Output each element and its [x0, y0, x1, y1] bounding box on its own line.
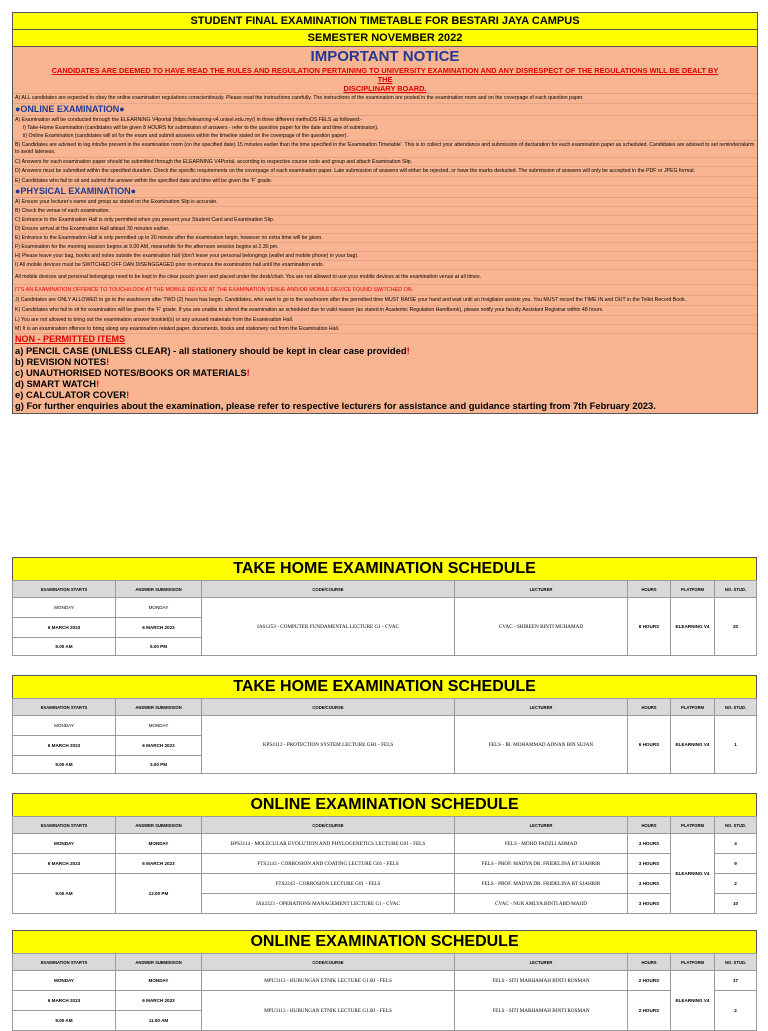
course-cell: FTS2243 - CORROSION LECTURE G01 - FELS: [202, 874, 455, 894]
submission-time: 11.00 AM: [116, 1011, 202, 1031]
students-cell: 20: [715, 598, 757, 656]
physical-rule: J) Candidates are ONLY ALLOWED to go to the washroom after TWO (2) hours has begin. Candidates, who want to go to the washroom after the permitted time MUST RAISE your hand and wait until an Invigilator assists you. You MUST record the TIME IN and OUT in the Toilet Record Book.: [13, 296, 757, 306]
students-cell: 1: [715, 716, 757, 774]
submission-day: MONDAY: [116, 971, 202, 991]
col-header: HOURS: [628, 699, 671, 716]
offence-warning: IT'S AN EXAMINATION OFFENCE TO TOUCH/LOOK AT THE MOBILE DEVICE AT THE EXAMINATION VENUE AND/OR MOBILE DEVICE FOUND SWITCHED ON.: [13, 285, 757, 296]
important-notice-panel: [12, 12, 758, 414]
hours-cell: 6 HOURS: [628, 716, 671, 774]
course-cell: IAS1253 - COMPUTER FUNDAMENTAL LECTURE G1 - CVAC: [202, 598, 455, 656]
non-permitted-item: d) SMART WATCH!: [15, 378, 100, 389]
exam-start-date: 6 MARCH 2023: [13, 736, 116, 756]
course-cell: MPU3112 - HUBUNGAN ETNIK LECTURE G1.BJ - FELS: [202, 971, 455, 991]
col-header: EXAMINATION STARTS: [13, 699, 116, 716]
online-rule: E) Candidates who fail to sit and submit the answer within the specified date and time will be given the 'F' grade.: [13, 177, 757, 186]
col-header: PLATFORM: [671, 954, 715, 971]
students-cell: 2: [715, 991, 757, 1031]
col-header: NO. STUD.: [715, 699, 757, 716]
col-header: CODE/COURSE: [202, 699, 455, 716]
physical-rule: I) All mobile devices must be SWITCHED OFF DAN DISENGGAGED prior to entrance the examination hall until the examination ends.: [13, 261, 757, 270]
online-rule: A) Examination will be conducted through the ELEARNING V4portal (https://elearning-v4.unisel.edu.my/) in three different methoDS FELS as followed:-: [15, 117, 363, 123]
submission-day: MONDAY: [116, 598, 202, 618]
warning-line-1: CANDIDATES ARE DEEMED TO HAVE READ THE RULES AND REGULATION PERTAINING TO UNIVERSITY EXAMINATION AND ANY DISRESPECT OF THE REGULATIONS WILL BE DEALT BY: [51, 66, 719, 75]
col-header: LECTURER: [455, 699, 628, 716]
students-cell: 2: [715, 874, 757, 894]
lecturer-cell: FELS - MOHD FADZLI AHMAD: [455, 834, 628, 854]
col-header: ANSWER SUBMISSION: [116, 817, 202, 834]
col-header: EXAMINATION STARTS: [13, 817, 116, 834]
hours-cell: 3 HOURS: [628, 854, 671, 874]
col-header: EXAMINATION STARTS: [13, 954, 116, 971]
students-cell: 4: [715, 834, 757, 854]
physical-rule: H) Please leave your bag, books and notes outside the examination hall (don't leave your personal belongings (wallet and mobile phone) in your bag).: [13, 252, 757, 261]
course-cell: FTS2143 - CORROSION AND COATING LECTURE G01 - FELS: [202, 854, 455, 874]
submission-day: MONDAY: [116, 716, 202, 736]
col-header: NO. STUD.: [715, 581, 757, 598]
submission-date: 6 MARCH 2023: [116, 618, 202, 638]
hours-cell: 3 HOURS: [628, 834, 671, 854]
submission-time: 12.00 PM: [116, 874, 202, 914]
exam-start-day: MONDAY: [13, 598, 116, 618]
hours-cell: 2 HOURS: [628, 991, 671, 1031]
general-rule: A) ALL candidates are expected to obey the online examination regulations conscientiously. Please read the instructions carefully. The instructions of the examination are posted in the examination room and on the coverpage of each question paper.: [13, 94, 757, 104]
notice-body: [13, 47, 757, 413]
schedule-title: ONLINE EXAMINATION SCHEDULE: [13, 794, 757, 817]
students-cell: 9: [715, 854, 757, 874]
online-schedule-table: [12, 793, 757, 914]
col-header: ANSWER SUBMISSION: [116, 699, 202, 716]
col-header: CODE/COURSE: [202, 581, 455, 598]
online-rule: ii) Online Examination (candidates will sit for the exam and submit answers within the timeline stated on the coverpage of the question paper).: [13, 132, 757, 141]
warning-line-3: DISCIPLINARY BOARD.: [13, 84, 757, 94]
submission-time: 3.00 PM: [116, 756, 202, 774]
col-header: HOURS: [628, 581, 671, 598]
important-notice-heading: IMPORTANT NOTICE: [310, 48, 460, 65]
platform-cell: ELEARNING V4: [671, 598, 715, 656]
exam-start-time: 9.00 AM: [13, 756, 116, 774]
online-rule: D) Answers must be submitted within the specified duration. Check the specific requirements on the coverpage of each examination paper. Late submission of answers will either be rejected, or have the marks deducted. The submission of answers will only be accepted in the PDF or JPEG format.: [13, 167, 757, 177]
schedule-title: TAKE HOME EXAMINATION SCHEDULE: [13, 676, 757, 699]
exam-start-day: MONDAY: [13, 716, 116, 736]
submission-date: 6 MARCH 2023: [116, 991, 202, 1011]
physical-exam-heading: ●PHYSICAL EXAMINATION●: [13, 186, 757, 198]
physical-rule: C) Entrance to the Examination Hall is only permitted when you present your Student Card and Examination Slip.: [13, 216, 757, 225]
submission-date: 6 MARCH 2023: [116, 854, 202, 874]
exam-start-time: 9.00 AM: [13, 1011, 116, 1031]
non-permitted-item: b) REVISION NOTES!: [15, 356, 110, 367]
schedule-title: ONLINE EXAMINATION SCHEDULE: [13, 931, 757, 954]
semester-title: SEMESTER NOVEMBER 2022: [13, 30, 757, 47]
non-permitted-heading: NON - PERMITTED ITEMS: [15, 334, 125, 344]
col-header: NO. STUD.: [715, 817, 757, 834]
physical-rule: M) It is an examination offence to bring along any examination related paper, documents, books and stationery out from the Examination Hall.: [13, 325, 757, 334]
take-home-schedule-table: [12, 557, 757, 656]
col-header: CODE/COURSE: [202, 817, 455, 834]
col-header: PLATFORM: [671, 699, 715, 716]
col-header: PLATFORM: [671, 817, 715, 834]
exam-start-time: 9.00 AM: [13, 638, 116, 656]
course-cell: KPS4113 - PROTECTION SYSTEM LECTURE GH1 - FELS: [202, 716, 455, 774]
physical-rule: K) Candidates who fail to sit for examination will be given the 'F' grade. If you are unable to attend the examination as scheduled due to valid reason (as stated in Academic Regulation Handbook), please notify your faculty Assistant Registrar within 48 hours.: [13, 306, 757, 316]
col-header: ANSWER SUBMISSION: [116, 581, 202, 598]
submission-day: MONDAY: [116, 834, 202, 854]
physical-rule: All mobile devices and personal belongings need to be kept in the clear pouch given and placed under the desk/chair. You are not allowed to use your mobile devices at the examination venue at all times.: [13, 270, 757, 285]
online-schedule-table: [12, 930, 757, 1031]
col-header: HOURS: [628, 817, 671, 834]
online-rule: i) Take-Home Examination (candidates will be given 8 HOURS for submission of answers - refer to the question paper for the date and time of submission),: [23, 125, 379, 131]
platform-cell: ELEARNING V4: [671, 971, 715, 1031]
course-cell: MPU3113 - HUBUNGAN ETNIK LECTURE G1.BJ - FELS: [202, 991, 455, 1031]
col-header: PLATFORM: [671, 581, 715, 598]
exam-start-date: 6 MARCH 2023: [13, 991, 116, 1011]
exam-start-time: 9.00 AM: [13, 874, 116, 914]
exam-start-day: MONDAY: [13, 834, 116, 854]
physical-rule: E) Entrance to the Examination Hall is only permitted up to 30 minute after the examination begin, however no extra time will be given.: [13, 234, 757, 243]
physical-rule: A) Ensure your lecturer's name and group as stated on the Examination Slip is accurate.: [13, 198, 757, 207]
take-home-schedule-table: [12, 675, 757, 774]
lecturer-cell: FELS - SITI MARHAMAH BINTI ROSMAN: [455, 991, 628, 1031]
physical-rule: D) Ensure arrival at the Examination Hall atleast 30 minutes earlier.: [13, 225, 757, 234]
col-header: HOURS: [628, 954, 671, 971]
students-cell: 17: [715, 971, 757, 991]
course-cell: IAS2323 - OPERATIONS MANAGEMENT LECTURE G1 - CVAC: [202, 894, 455, 914]
col-header: LECTURER: [455, 954, 628, 971]
lecturer-cell: CVAC - SHIREEN BINTI MUHAMAD: [455, 598, 628, 656]
lecturer-cell: FELS - PROF. MADYA DR. FRIDELINA BT SJAHRIR: [455, 854, 628, 874]
col-header: LECTURER: [455, 581, 628, 598]
hours-cell: 2 HOURS: [628, 971, 671, 991]
course-cell: BPS3114 - MOLECULAR EVOLUTION AND PHYLOGENETICS LECTURE G01 - FELS: [202, 834, 455, 854]
lecturer-cell: FELS - PROF. MADYA DR. FRIDELINA BT SJAHRIR: [455, 874, 628, 894]
warning-line-2: THE: [377, 75, 393, 84]
col-header: EXAMINATION STARTS: [13, 581, 116, 598]
non-permitted-item: a) PENCIL CASE (UNLESS CLEAR) - all stationery should be kept in clear case provided!: [15, 345, 410, 356]
lecturer-cell: FELS - IR. MOHAMMAD ADNAN BIN SUJAN: [455, 716, 628, 774]
non-permitted-item: c) UNAUTHORISED NOTES/BOOKS OR MATERIALS!: [15, 367, 250, 378]
online-rule: B) Candidates are advised to log into/be present in the examination room (on the specified date) 15 minutes earlier than the time specified in the 'Examination Timetable'. This is to collect your attendance and submission of declaration for each examination paper as scheduled. Candidates are advised to set reminder/alarm to avoid lateness.: [13, 141, 757, 158]
physical-rule: F) Examination for the morning session begins at 9.00 AM, meanwhile for the afternoon session begins at 2.30 pm.: [13, 243, 757, 252]
platform-cell: ELEARNING V4: [671, 716, 715, 774]
hours-cell: 3 HOURS: [628, 874, 671, 894]
exam-start-day: MONDAY: [13, 971, 116, 991]
col-header: NO. STUD.: [715, 954, 757, 971]
students-cell: 10: [715, 894, 757, 914]
schedule-title: TAKE HOME EXAMINATION SCHEDULE: [13, 558, 757, 581]
physical-rule: L) You are not allowed to bring out the examination answer booklet(s) or any unused materials from the Examination Hall.: [13, 316, 757, 325]
hours-cell: 3 HOURS: [628, 894, 671, 914]
physical-rule: B) Check the venue of each examination.: [13, 207, 757, 216]
enquiries-note: g) For further enquiries about the examination, please refer to respective lecturers for assistance and guidance starting from 7th February 2023.: [15, 400, 656, 411]
exam-start-date: 6 MARCH 2023: [13, 854, 116, 874]
submission-date: 6 MARCH 2023: [116, 736, 202, 756]
submission-time: 5.00 PM: [116, 638, 202, 656]
platform-cell: ELEARNING V4: [671, 834, 715, 914]
hours-cell: 8 HOURS: [628, 598, 671, 656]
col-header: LECTURER: [455, 817, 628, 834]
lecturer-cell: FELS - SITI MARHAMAH BINTI ROSMAN: [455, 971, 628, 991]
col-header: ANSWER SUBMISSION: [116, 954, 202, 971]
lecturer-cell: CVAC - NUR AMLYA BINTI ABD MAJID: [455, 894, 628, 914]
exam-start-date: 6 MARCH 2023: [13, 618, 116, 638]
non-permitted-item: e) CALCULATOR COVER!: [15, 389, 130, 400]
online-rule: C) Answers for each examination paper should be submitted through the ELEARNING V4Portal, according to respective course code and group and attach Examination Slip.: [13, 158, 757, 167]
online-exam-heading: ●ONLINE EXAMINATION●: [13, 104, 757, 116]
timetable-title: STUDENT FINAL EXAMINATION TIMETABLE FOR BESTARI JAYA CAMPUS: [13, 13, 757, 30]
col-header: CODE/COURSE: [202, 954, 455, 971]
